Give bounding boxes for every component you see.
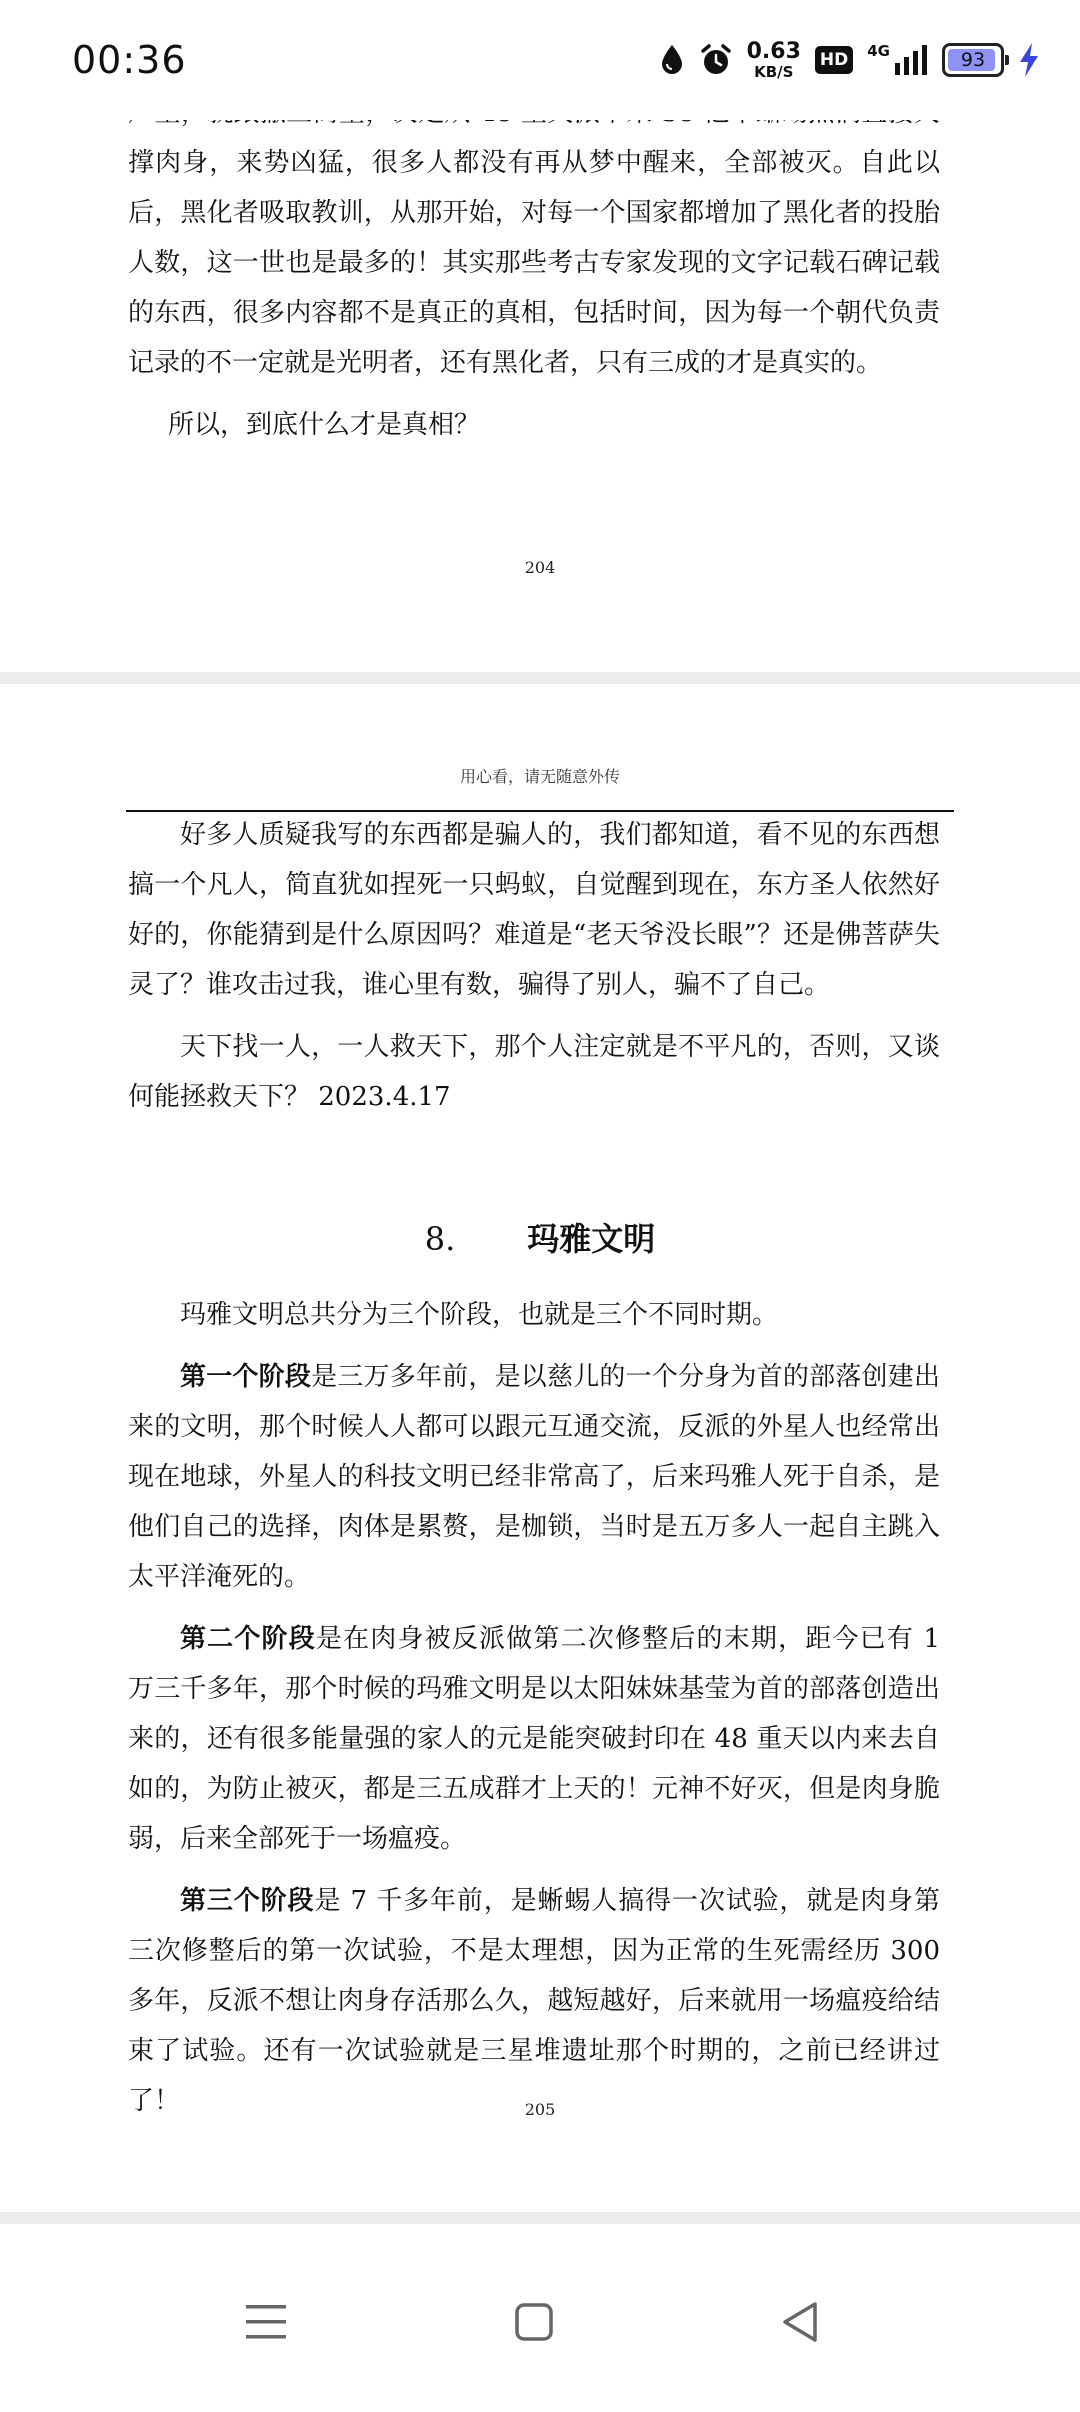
stage-paragraph [128,1876,940,2126]
stage-text: 是 7 千多年前，是蜥蜴人搞得一次试验，就是肉身第三次修整后的第一次试验，不是太理想，因为正常的生死需经历 300 多年，反派不想让肉身存活那么久，越短越好，后来就用一场瘟疫给结束了试验。还有一次试验就是三星堆遗址那个时期的，之前已经讲过了！ [128,1886,940,2116]
menu-button[interactable] [236,2292,296,2352]
status-time: 00:36 [72,38,187,82]
hd-badge: HD [815,46,853,74]
charging-icon [1018,42,1040,78]
paragraph: 撑肉身，来势凶猛，很多人都没有再从梦中醒来，全部被灭。自此以后，黑化者吸取教训，从那开始，对每一个国家都增加了黑化者的投胎人数，这一世也是最多的！其实那些考古专家发现的文字记载石碑记载的东西，很多内容都不是真正的真相，包括时间，因为每一个朝代负责记录的不一定就是光明者，还有黑化者，只有三成的才是真实的。 [128,148,940,378]
stage-lead: 第二个阶段 [180,1624,316,1654]
battery-indicator [942,43,1004,77]
status-icons [659,36,1040,84]
menu-icon [244,2302,288,2342]
home-square-icon [514,2302,554,2342]
page-205-body-text [128,1290,940,2138]
status-bar [0,0,1080,120]
alarm-icon [699,43,733,77]
drop-icon [659,43,685,77]
page-number: 205 [524,2100,556,2119]
chapter-name: 玛雅文明 [527,1220,656,1258]
chapter-number: 8. [424,1220,456,1258]
back-triangle-icon [780,2300,820,2344]
stage-paragraph [128,1352,940,1602]
page-header-note: 用心看，请无随意外传 [459,767,620,786]
stage-paragraph [128,1614,940,1864]
stage-lead: 第三个阶段 [180,1886,315,1916]
battery-level: 93 [960,49,986,71]
navigation-bar [0,2224,1080,2412]
signal-icon [894,45,928,75]
home-button[interactable] [504,2292,564,2352]
back-button[interactable] [770,2292,830,2352]
network-type: 4G [867,42,890,60]
stage-text: 是在肉身被反派做第二次修整后的末期，距今已有 1 万三千多年，那个时候的玛雅文明是以太阳妹妹基莹为首的部落创造出来的，还有很多能量强的家人的元是能突破封印在 48 重天以内来去自如的，为防止被灭，都是三五成群才上天的！元神不好灭，但是肉身脆弱，后来全部死于一场瘟疫。 [128,1624,940,1854]
page-205-top-text [128,810,940,1134]
stage-text: 是三万多年前，是以慈儿的一个分身为首的部落创建出来的文明，那个时候人人都可以跟元互通交流，反派的外星人也经常出现在地球，外星人的科技文明已经非常高了，后来玛雅人死于自杀，是他们自己的选择，肉体是累赘，是枷锁，当时是五万多人一起自主跳入太平洋淹死的。 [128,1362,940,1592]
net-speed [746,38,801,81]
stage-lead: 第一个阶段 [180,1362,312,1392]
paragraph: 玛雅文明总共分为三个阶段，也就是三个不同时期。 [180,1300,779,1330]
chapter-title [0,1214,1080,1260]
page-number: 204 [524,558,556,577]
paragraph: 好多人质疑我写的东西都是骗人的，我们都知道，看不见的东西想搞一个凡人，简直犹如捏死一只蚂蚁，自觉醒到现在，东方圣人依然好好的，你能猜到是什么原因吗？难道是“老天爷没长眼”？还是佛菩萨失灵了？谁攻击过我，谁心里有数，骗得了别人，骗不了自己。 [128,820,940,1000]
document-page-205 [0,684,1080,2212]
page-204-text [128,88,940,462]
net-speed-value: 0.63 [746,38,801,64]
paragraph: 天下找一人，一人救天下，那个人注定就是不平凡的，否则，又谈何能拯救天下？ 2023.4.17 [128,1032,940,1112]
paragraph: 所以，到底什么才是真相？ [168,410,481,440]
net-speed-unit: KB/S [754,62,794,81]
